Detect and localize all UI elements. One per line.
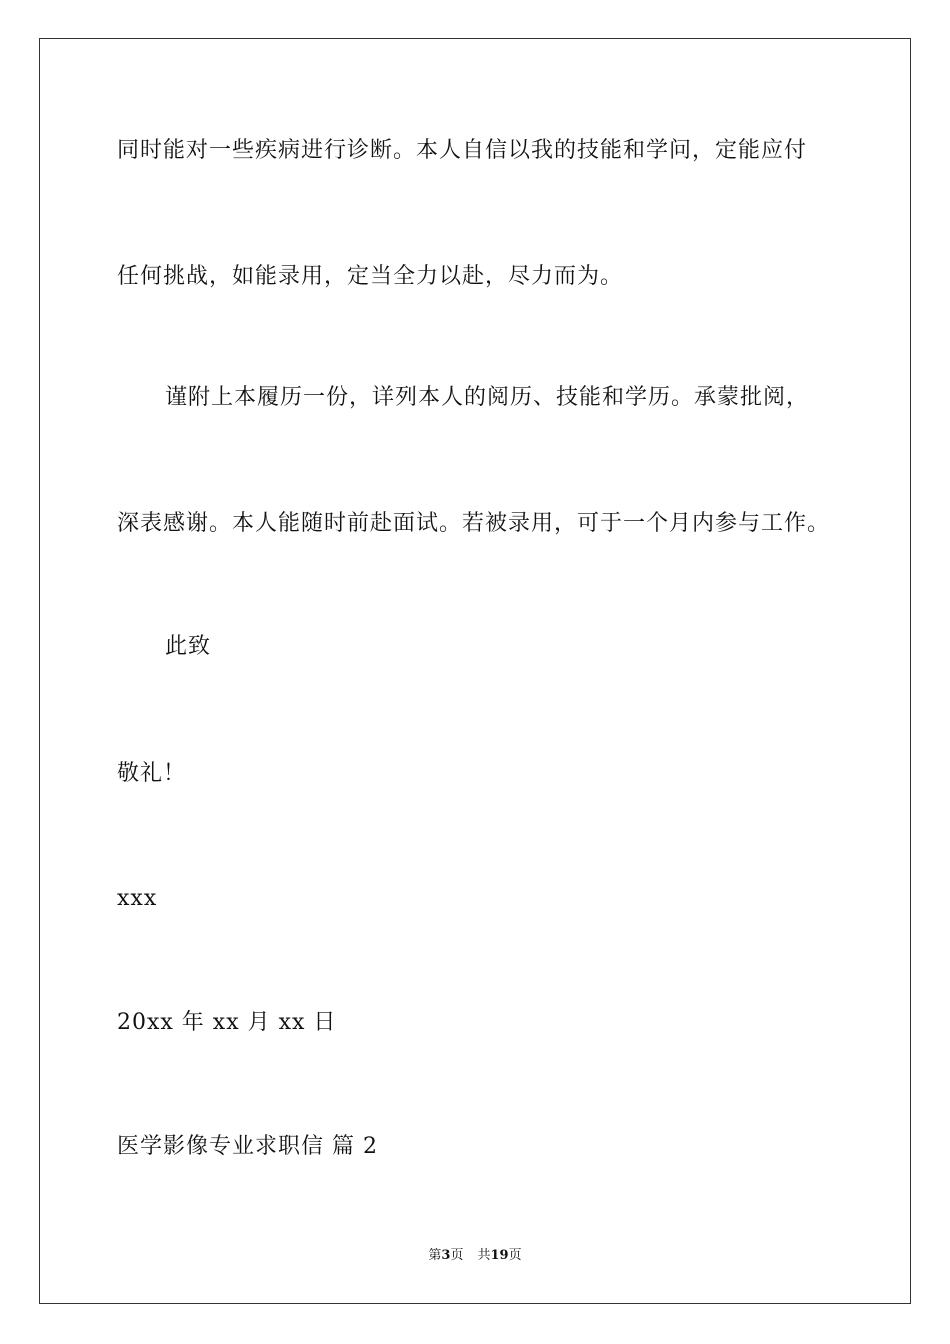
section-heading: 医学影像专业求职信 篇 2 <box>117 1134 378 1159</box>
footer-page-suffix: 页 <box>450 1248 464 1263</box>
body-line-4: 深表感谢。本人能随时前赴面试。若被录用，可于一个月内参与工作。 <box>117 511 831 536</box>
body-line-3: 谨附上本履历一份，详列本人的阅历、技能和学历。承蒙批阅， <box>165 385 810 410</box>
closing-regards: 敬礼！ <box>117 761 187 786</box>
page-frame <box>39 38 911 1304</box>
footer-page-number: 3 <box>441 1248 451 1263</box>
body-line-1: 同时能对一些疾病进行诊断。本人自信以我的技能和学问，定能应付 <box>117 138 808 163</box>
closing-salutation: 此致 <box>165 634 212 659</box>
signature-name: xxx <box>117 886 158 911</box>
signature-date: 20xx 年 xx 月 xx 日 <box>117 1010 337 1035</box>
footer-total-suffix: 页 <box>508 1248 522 1263</box>
footer-total-pages: 19 <box>490 1248 509 1263</box>
footer-total-prefix: 共 <box>477 1248 491 1263</box>
body-line-2: 任何挑战，如能录用，定当全力以赴，尽力而为。 <box>117 264 624 289</box>
page-footer <box>0 1247 950 1265</box>
footer-page-prefix: 第 <box>428 1248 442 1263</box>
